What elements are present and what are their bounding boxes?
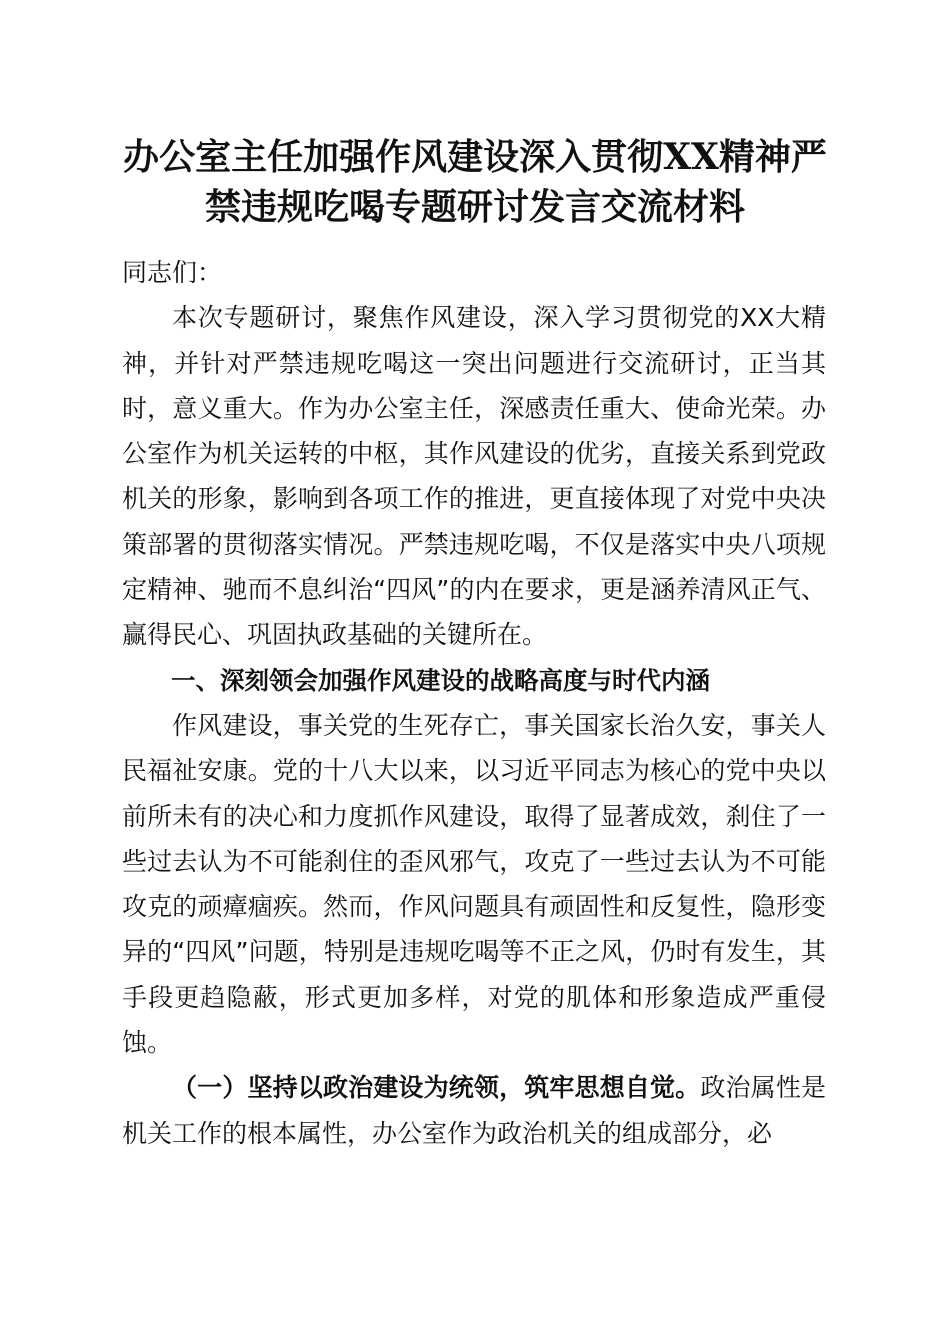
document-body: [122, 250, 826, 1156]
paragraph-subsection-1: [122, 1065, 826, 1156]
salutation: 同志们：: [122, 258, 223, 287]
title-line-2: 禁违规吃喝专题研讨发言交流材料: [204, 186, 745, 228]
paragraph-intro: 本次专题研讨，聚焦作风建设，深入学习贯彻党的XX大精神，并针对严禁违规吃喝这一突出问题进行交流研讨，正当其时，意义重大。作为办公室主任，深感责任重大、使命光荣。办公室作为机关运转的中枢，其作风建设的优劣，直接关系到党政机关的形象，影响到各项工作的推进，更直接体现了对党中央决策部署的贯彻落实情况。严禁违规吃喝，不仅是落实中央八项规定精神、驰而不息纠治“四风”的内在要求，更是涵养清风正气、赢得民心、巩固执政基础的关键所在。: [122, 303, 826, 650]
document-title: [100, 132, 850, 232]
title-line-1: 办公室主任加强作风建设深入贯彻XX精神严: [123, 136, 827, 178]
subsection-heading-1: （一）坚持以政治建设为统领，筑牢思想自觉。: [172, 1073, 701, 1103]
paragraph-section-1: 作风建设，事关党的生死存亡，事关国家长治久安，事关人民福祉安康。党的十八大以来，以习近平同志为核心的党中央以前所未有的决心和力度抓作风建设，取得了显著成效，刹住了一些过去认为不可能刹住的歪风邪气，攻克了一些过去认为不可能攻克的顽瘴痼疾。然而，作风问题具有顽固性和反复性，隐形变异的“四风”问题，特别是违规吃喝等不正之风，仍时有发生，其手段更趋隐蔽，形式更加多样，对党的肌体和形象造成严重侵蚀。: [122, 710, 826, 1058]
subsection-1-text: 政治属性是机关工作的根本属性，办公室作为政治机关的组成部分，必: [122, 1073, 826, 1148]
section-heading-1: 一、深刻领会加强作风建设的战略高度与时代内涵: [171, 665, 710, 695]
